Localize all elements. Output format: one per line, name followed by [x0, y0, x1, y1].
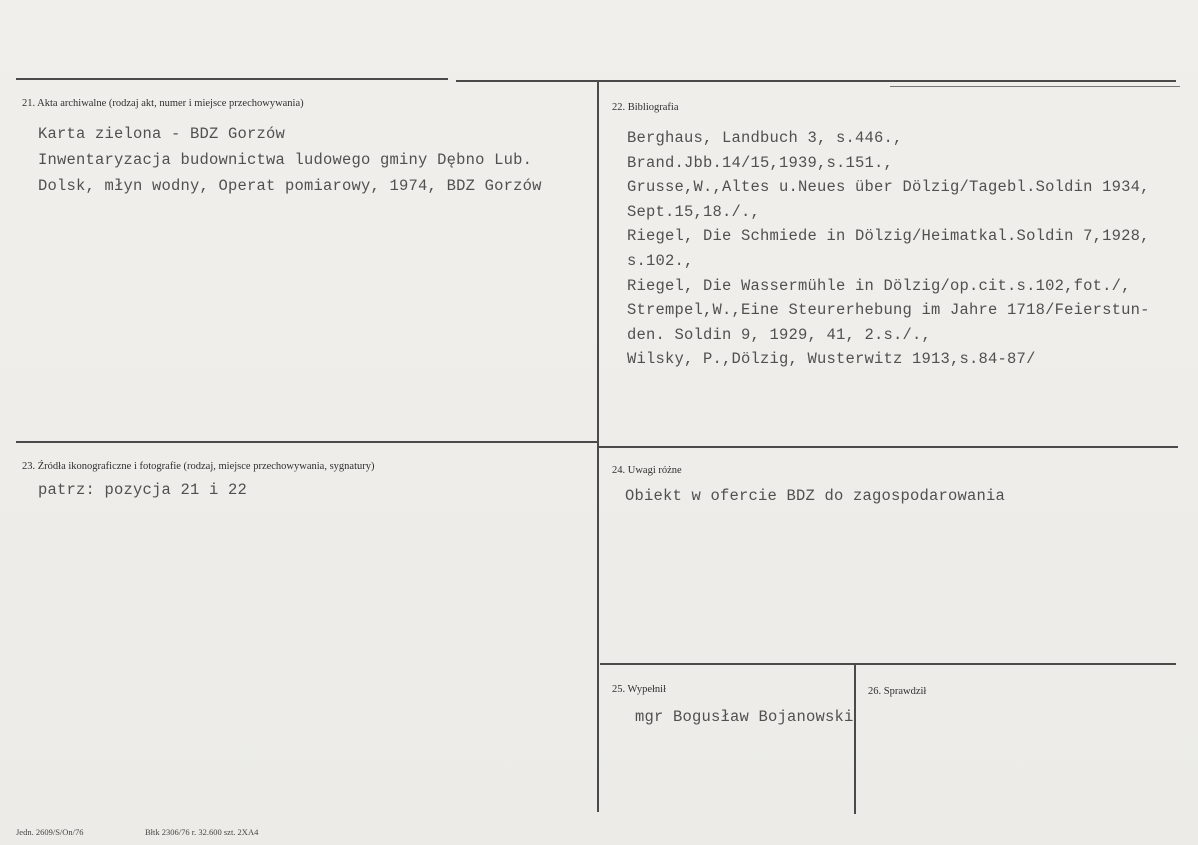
footer-print-info: Błtk 2306/76 r. 32.600 szt. 2XA4 — [145, 827, 259, 837]
lower-rule-right — [600, 663, 1176, 665]
bibliography-entry: Strempel,W.,Eine Steurerhebung im Jahre 1718/Feierstun- — [627, 301, 1150, 320]
section-21-line: Dolsk, młyn wodny, Operat pomiarowy, 1974, BDZ Gorzów — [38, 177, 542, 195]
section-25-content: mgr Bogusław Bojanowski — [635, 708, 854, 726]
signature-divider — [854, 664, 856, 814]
bibliography-entry: Wilsky, P.,Dölzig, Wusterwitz 1913,s.84-87/ — [627, 350, 1036, 369]
section-22-content — [627, 126, 1150, 372]
section-22-label: 22. Bibliografia — [612, 102, 679, 113]
middle-rule-right — [598, 446, 1178, 448]
bibliography-entry: Riegel, Die Schmiede in Dölzig/Heimatkal.Soldin 7,1928, — [627, 227, 1150, 246]
middle-rule-left — [16, 441, 598, 443]
section-24-label: 24. Uwagi różne — [612, 465, 682, 476]
section-21-label: 21. Akta archiwalne (rodzaj akt, numer i miejsce przechowywania) — [22, 98, 304, 109]
section-23-content: patrz: pozycja 21 i 22 — [38, 481, 248, 499]
section-21-content — [38, 121, 542, 199]
section-25-label: 25. Wypełnił — [612, 684, 667, 695]
section-21-line: Karta zielona - BDZ Gorzów — [38, 125, 286, 143]
bibliography-entry: Berghaus, Landbuch 3, s.446., — [627, 129, 903, 147]
bibliography-entry: den. Soldin 9, 1929, 41, 2.s./., — [627, 325, 932, 344]
footer-form-number: Jedn. 2609/S/On/76 — [16, 827, 84, 837]
section-26-label: 26. Sprawdził — [868, 686, 927, 697]
section-23-label: 23. Źródła ikonograficzne i fotografie (rodzaj, miejsce przechowywania, sygnatury) — [22, 461, 375, 472]
bibliography-entry: Grusse,W.,Altes u.Neues über Dölzig/Tagebl.Soldin 1934, — [627, 178, 1150, 197]
bibliography-entry: s.102., — [627, 251, 694, 270]
top-rule-left — [16, 78, 448, 80]
section-24-content: Obiekt w ofercie BDZ do zagospodarowania — [625, 487, 1006, 505]
bibliography-entry: Sept.15,18./., — [627, 202, 761, 221]
bibliography-entry: Riegel, Die Wassermühle in Dölzig/op.cit.s.102,fot./, — [627, 276, 1131, 295]
top-rule-right — [456, 80, 1176, 82]
top-rule-far-right — [890, 86, 1180, 87]
section-21-line: Inwentaryzacja budownictwa ludowego gminy Dębno Lub. — [38, 151, 533, 169]
bibliography-entry: Brand.Jbb.14/15,1939,s.151., — [627, 153, 894, 172]
